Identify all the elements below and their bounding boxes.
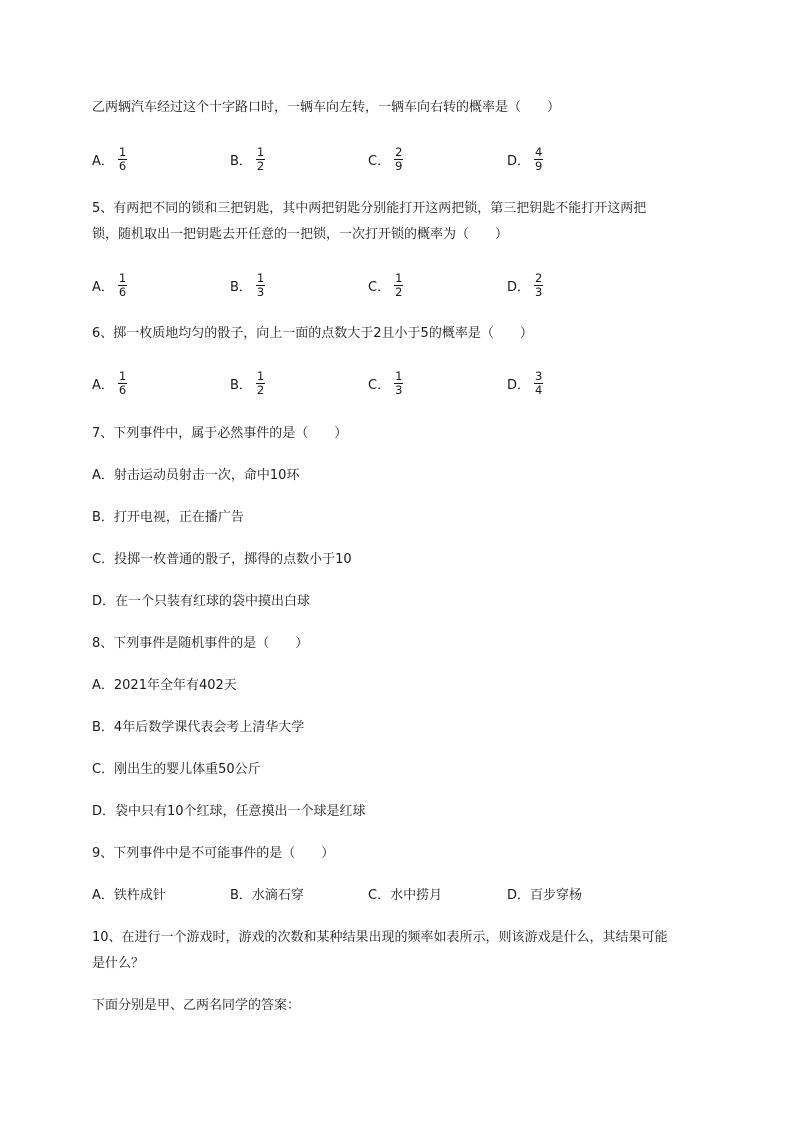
fraction: $\frac{2}{9}$: [395, 144, 403, 173]
q5-option-d[interactable]: D． $\frac{2}{3}$: [507, 270, 543, 299]
q5-option-c[interactable]: C． $\frac{1}{2}$: [368, 270, 403, 299]
fraction: $\frac{4}{9}$: [535, 144, 543, 173]
q10-stem-line1: 10、在进行一个游戏时，游戏的次数和某种结果出现的频率如表所示，则该游戏是什么，其结果可能: [92, 930, 668, 945]
q8-option-b[interactable]: B．4年后数学课代表会考上清华大学: [92, 720, 305, 735]
q6-option-d[interactable]: D． $\frac{3}{4}$: [507, 368, 543, 397]
q5-stem-line2: 锁，随机取出一把钥匙去开任意的一把锁，一次打开锁的概率为（ ）: [92, 227, 509, 242]
q9-option-c[interactable]: C．水中捞月: [368, 888, 443, 903]
fraction: $\frac{1}{6}$: [118, 368, 127, 397]
fraction: $\frac{3}{4}$: [535, 368, 543, 397]
q4-option-a[interactable]: A． $\frac{1}{6}$: [92, 144, 127, 173]
q5-option-a[interactable]: A． $\frac{1}{6}$: [92, 270, 127, 299]
fraction: $\frac{1}{2}$: [256, 144, 265, 173]
q4-stem: 乙两辆汽车经过这个十字路口时，一辆车向左转，一辆车向右转的概率是（ ）: [92, 100, 561, 115]
q8-option-a[interactable]: A．2021年全年有402天: [92, 678, 237, 693]
q8-option-c[interactable]: C．刚出生的婴儿体重50公斤: [92, 762, 261, 777]
q4-option-d[interactable]: D． $\frac{4}{9}$: [507, 144, 543, 173]
fraction: $\frac{1}{2}$: [256, 368, 265, 397]
q6-option-c[interactable]: C． $\frac{1}{3}$: [368, 368, 403, 397]
q7-option-d[interactable]: D．在一个只装有红球的袋中摸出白球: [92, 594, 311, 609]
fraction: $\frac{1}{6}$: [118, 270, 127, 299]
q4-option-c[interactable]: C． $\frac{2}{9}$: [368, 144, 403, 173]
fraction: $\frac{1}{6}$: [118, 144, 127, 173]
q5-option-b[interactable]: B． $\frac{1}{3}$: [230, 270, 265, 299]
q7-option-b[interactable]: B．打开电视，正在播广告: [92, 510, 244, 525]
q7-option-c[interactable]: C．投掷一枚普通的骰子，掷得的点数小于10: [92, 552, 352, 567]
fraction: $\frac{2}{3}$: [535, 270, 543, 299]
q6-option-a[interactable]: A． $\frac{1}{6}$: [92, 368, 127, 397]
q9-option-d[interactable]: D．百步穿杨: [507, 888, 583, 903]
q5-stem-line1: 5、有两把不同的锁和三把钥匙，其中两把钥匙分别能打开这两把锁，第三把钥匙不能打开这两把: [92, 201, 647, 216]
fraction: $\frac{1}{2}$: [395, 270, 403, 299]
q9-option-a[interactable]: A．铁杵成针: [92, 888, 166, 903]
q6-option-b[interactable]: B． $\frac{1}{2}$: [230, 368, 265, 397]
q8-option-d[interactable]: D．袋中只有10个红球，任意摸出一个球是红球: [92, 804, 366, 819]
q10-stem-line2: 是什么？: [92, 956, 145, 971]
q4-option-b[interactable]: B． $\frac{1}{2}$: [230, 144, 265, 173]
q9-option-b[interactable]: B．水滴石穿: [230, 888, 304, 903]
q7-stem: 7、下列事件中，属于必然事件的是（ ）: [92, 426, 348, 441]
q8-stem: 8、下列事件是随机事件的是（ ）: [92, 636, 309, 651]
q10-followup: 下面分别是甲、乙两名同学的答案：: [92, 998, 301, 1013]
q9-stem: 9、下列事件中是不可能事件的是（ ）: [92, 846, 335, 861]
q7-option-a[interactable]: A．射击运动员射击一次，命中10环: [92, 468, 300, 483]
fraction: $\frac{1}{3}$: [256, 270, 265, 299]
q6-stem: 6、掷一枚质地均匀的骰子，向上一面的点数大于2且小于5的概率是（ ）: [92, 326, 533, 341]
fraction: $\frac{1}{3}$: [395, 368, 403, 397]
